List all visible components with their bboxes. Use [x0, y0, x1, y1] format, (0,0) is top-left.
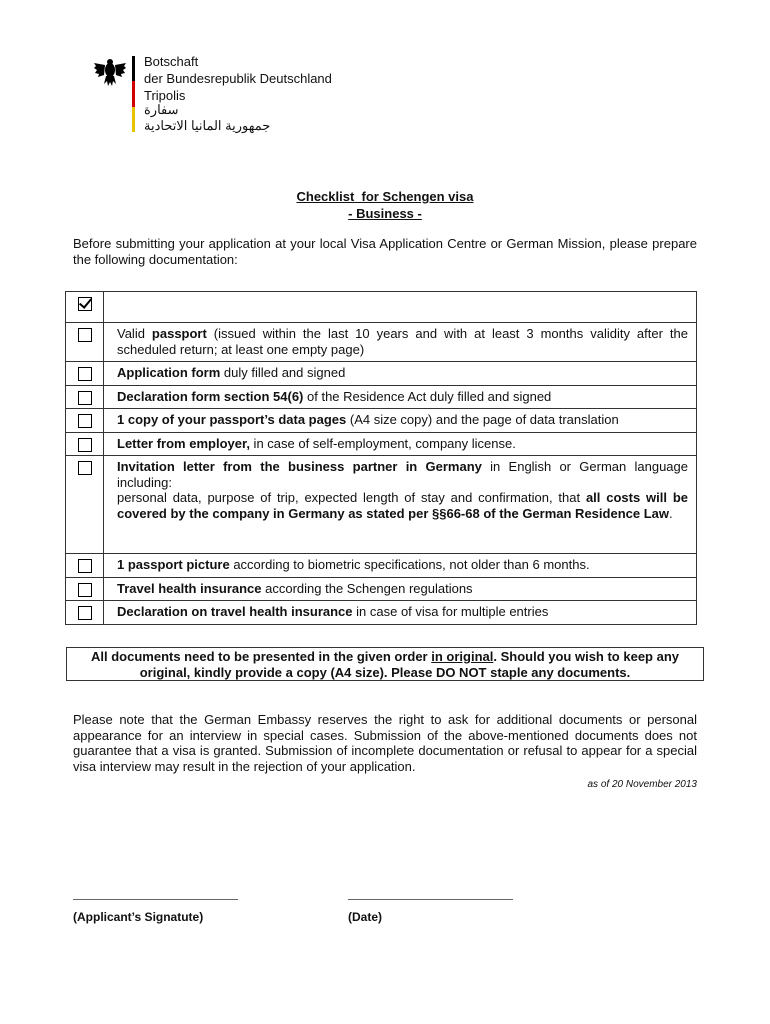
- checklist-row: Declaration on travel health insurance in case of visa for multiple entries: [66, 601, 697, 625]
- checkbox[interactable]: [78, 367, 92, 381]
- checkbox[interactable]: [78, 461, 92, 475]
- checklist-row: 1 passport picture according to biometric specifications, not older than 6 months.: [66, 554, 697, 578]
- checklist-row: Letter from employer, in case of self-employment, company license.: [66, 432, 697, 456]
- checkbox[interactable]: [78, 438, 92, 452]
- letterhead-arabic-2: جمهورية المانيا الاتحادية: [144, 118, 271, 133]
- checklist-row: Invitation letter from the business partner in Germany in English or German language including: personal data, purpose of trip, expected length of stay and confirmation, that all costs will be covered by the company in Germany as stated per §§66-68 of the German Residence Law.: [66, 456, 697, 554]
- flag-bar: [132, 56, 135, 132]
- checkbox[interactable]: [78, 559, 92, 573]
- note-paragraph: Please note that the German Embassy reserves the right to ask for additional documents or personal appearance for an interview in special cases. Submission of the above-mentioned documents does not guarantee that a visa is granted. Submission of incomplete documentation or refusal to appear for a special visa interview may result in the rejection of your application.: [73, 712, 697, 774]
- page-subtitle: - Business -: [348, 206, 422, 221]
- checkbox[interactable]: [78, 391, 92, 405]
- federal-eagle-icon: [93, 56, 127, 90]
- checkbox[interactable]: [78, 583, 92, 597]
- date-label: (Date): [348, 910, 383, 924]
- checked-box-icon[interactable]: [78, 297, 92, 311]
- checklist-header-row: [66, 292, 697, 323]
- checklist-row: Application form duly filled and signed: [66, 362, 697, 386]
- checkbox[interactable]: [78, 606, 92, 620]
- checkbox[interactable]: [78, 328, 92, 342]
- checklist-row: Valid passport (issued within the last 10 years and with at least 3 months validity after the scheduled return; at least one empty page): [66, 323, 697, 362]
- checkbox[interactable]: [78, 414, 92, 428]
- letterhead-line-1: Botschaft: [144, 54, 199, 69]
- applicant-signature-label: (Applicant’s Signatute): [73, 910, 204, 924]
- notice-box: All documents need to be presented in the given order in original. Should you wish to keep any original, kindly provide a copy (A4 size). Please DO NOT staple any documents.: [66, 647, 704, 681]
- date-line[interactable]: [348, 899, 513, 900]
- checklist-table: [65, 291, 697, 625]
- intro-paragraph: Before submitting your application at your local Visa Application Centre or German Mission, please prepare the following documentation:: [73, 236, 697, 267]
- page-title: Checklist for Schengen visa: [296, 189, 474, 204]
- applicant-signature-line[interactable]: [73, 899, 238, 900]
- checklist-row: 1 copy of your passport’s data pages (A4 size copy) and the page of data translation: [66, 409, 697, 433]
- checklist-row: Declaration form section 54(6) of the Residence Act duly filled and signed: [66, 385, 697, 409]
- letterhead-arabic-1: سفارة: [144, 102, 179, 117]
- as-of-date: as of 20 November 2013: [587, 779, 697, 790]
- letterhead-line-2: der Bundesrepublik Deutschland: [144, 71, 332, 86]
- letterhead-line-3: Tripolis: [144, 88, 186, 103]
- checklist-row: Travel health insurance according the Schengen regulations: [66, 577, 697, 601]
